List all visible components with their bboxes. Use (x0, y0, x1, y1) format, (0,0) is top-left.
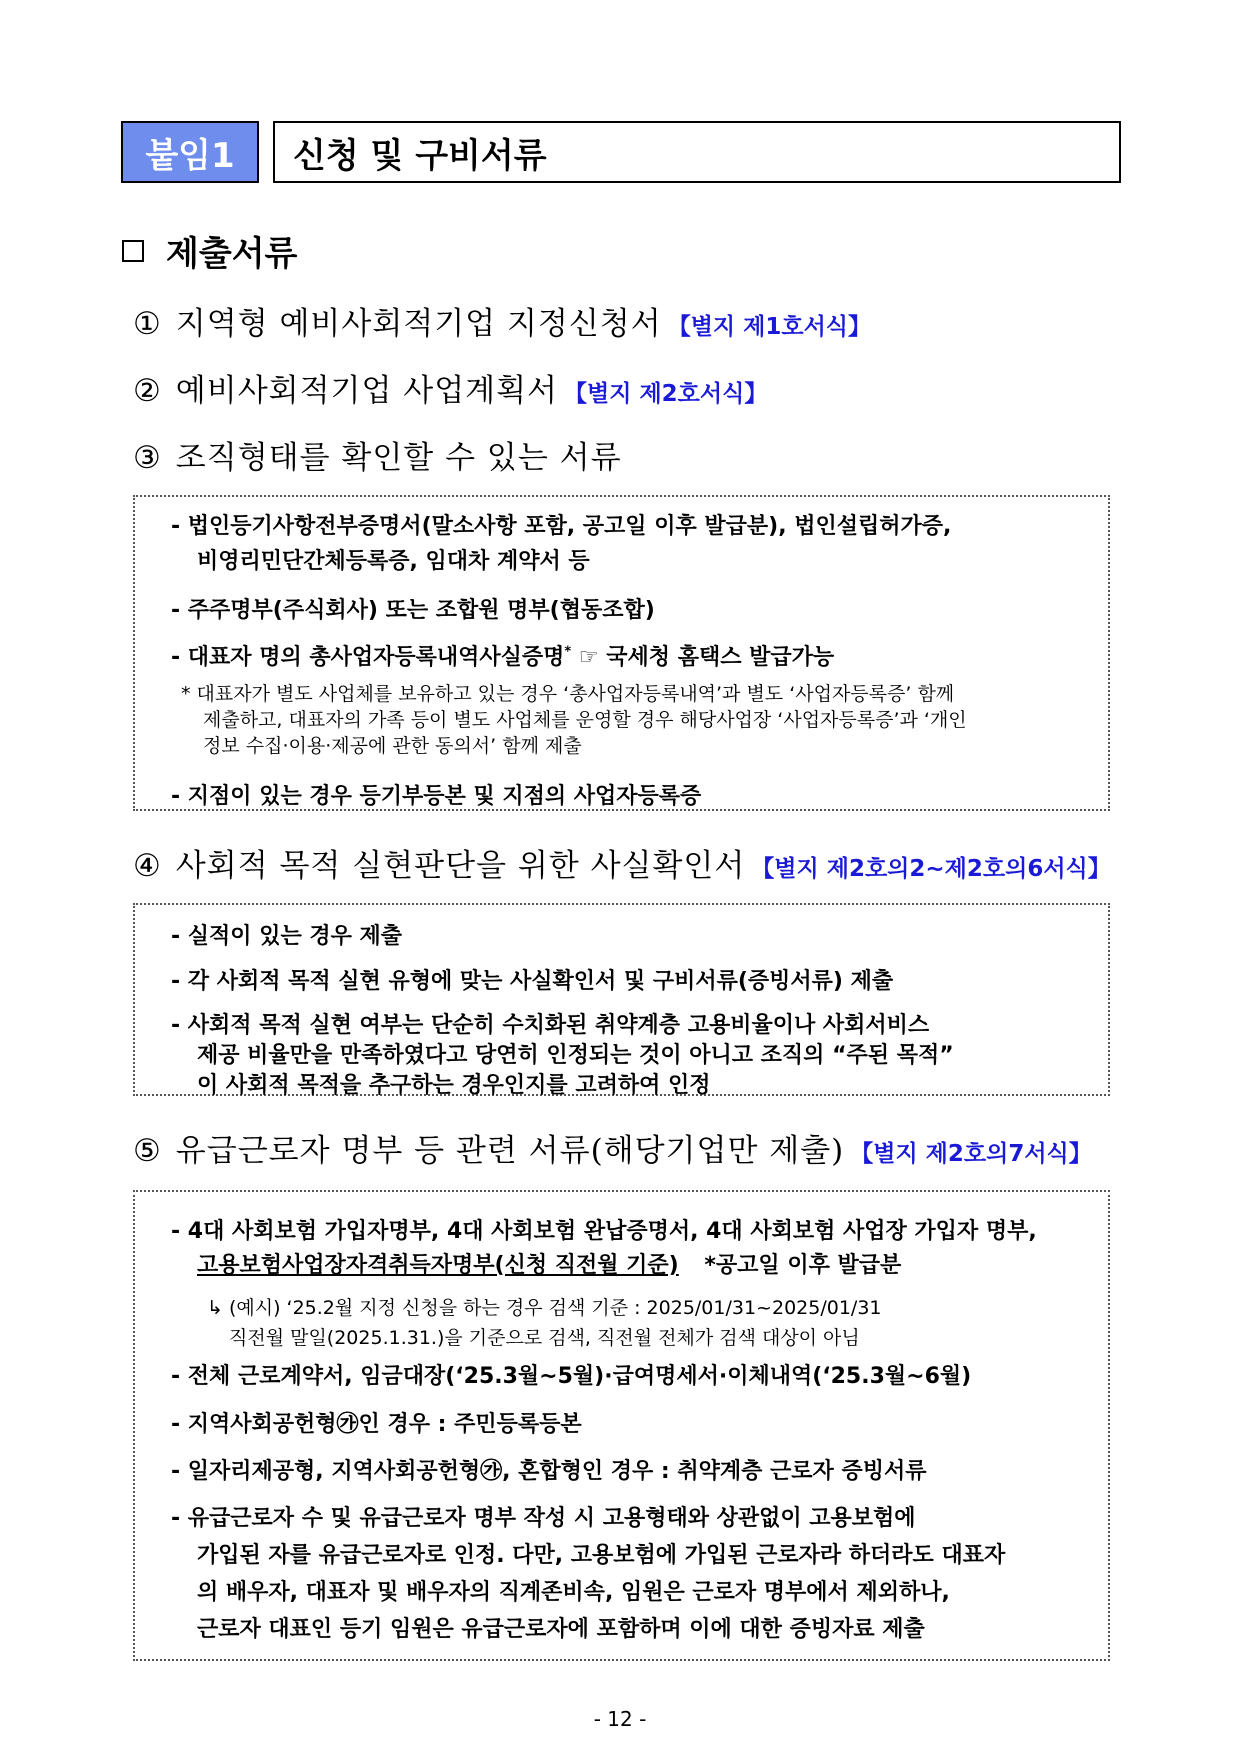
footnote-marker: * (564, 644, 572, 660)
bullet-text: 비영리민단간체등록증, 임대차 계약서 등 (197, 549, 590, 574)
list-item-1 (133, 298, 871, 343)
bullet-text: - 일자리제공형, 지역사회공헌형㉮, 혼합형인 경우 : 취약계층 근로자 증빙서류 (171, 1459, 927, 1484)
list-item-5 (133, 1125, 1092, 1170)
social-purpose-box (133, 903, 1110, 1096)
item-number: ③ (133, 440, 162, 476)
bullet-text: - 유급근로자 수 및 유급근로자 명부 작성 시 고용형태와 상관없이 고용보험에 (171, 1506, 916, 1531)
bullet-text: - 지역사회공헌형㉮인 경우 : 주민등록등본 (171, 1412, 582, 1437)
page-title (273, 121, 1121, 183)
item-text: 예비사회적기업 사업계획서 (175, 373, 559, 409)
bullet-text: - 사회적 목적 실현 여부는 단순히 수치화된 취약계층 고용비율이나 사회서비스 (171, 1013, 930, 1038)
bullet-text: 근로자 대표인 등기 임원은 유급근로자에 포함하며 이에 대한 증빙자료 제출 (197, 1617, 925, 1642)
bullet-text: - 4대 사회보험 가입자명부, 4대 사회보험 완납증명서, 4대 사회보험 사업장 가입자 명부, (171, 1219, 1037, 1244)
bullet-text: - 주주명부(주식회사) 또는 조합원 명부(협동조합) (171, 598, 655, 623)
item-number: ④ (133, 848, 162, 884)
item-number: ① (133, 306, 162, 342)
bullet-text: 의 배우자, 대표자 및 배우자의 직계존비속, 임원은 근로자 명부에서 제외하나, (197, 1580, 950, 1605)
bullet-text-main: - 대표자 명의 총사업자등록내역사실증명 (171, 645, 565, 670)
bullet-text-tail: *공고일 이후 발급분 (704, 1253, 902, 1278)
section-title: 제출서류 (166, 234, 298, 274)
underlined-text: 고용보험사업장자격취득자명부(신청 직전월 기준) (197, 1253, 679, 1278)
bullet-text: - 법인등기사항전부증명서(말소사항 포함, 공고일 이후 발급분), 법인설립허가증, (171, 514, 952, 539)
footnote-text: 정보 수집·이용·제공에 관한 동의서’ 함께 제출 (203, 735, 582, 757)
item-text: 지역형 예비사회적기업 지정신청서 (175, 306, 662, 342)
section-heading (122, 226, 297, 275)
form-reference: 【별지 제2호의2~제2호의6서식】 (751, 856, 1111, 882)
bullet-text (171, 640, 834, 671)
footnote-text: * 대표자가 별도 사업체를 보유하고 있는 경우 ‘총사업자등록내역’과 별도 ‘사업자등록증’ 함께 (181, 683, 955, 705)
form-reference: 【별지 제2호의7서식】 (850, 1141, 1092, 1167)
list-item-4 (133, 840, 1111, 885)
attachment-tag (121, 121, 259, 183)
bullet-text-tail: ☞ 국세청 홈택스 발급가능 (578, 645, 835, 670)
bullet-text: 이 사회적 목적을 추구하는 경우인지를 고려하여 인정 (197, 1073, 711, 1098)
item-text: 사회적 목적 실현판단을 위한 사실확인서 (175, 848, 746, 884)
footnote-text: 제출하고, 대표자의 가족 등이 별도 사업체를 운영할 경우 해당사업장 ‘사업자등록증’과 ‘개인 (203, 709, 967, 731)
attachment-tag-label: 붙임1 (145, 135, 235, 176)
bullet-text (197, 1248, 901, 1279)
page-number: - 12 - (593, 1707, 647, 1731)
item-text: 조직형태를 확인할 수 있는 서류 (175, 440, 622, 476)
item-number: ② (133, 373, 162, 409)
item-text: 유급근로자 명부 등 관련 서류(해당기업만 제출) (175, 1133, 845, 1169)
bullet-text: - 지점이 있는 경우 등기부등본 및 지점의 사업자등록증 (171, 784, 702, 809)
list-item-3 (133, 432, 622, 477)
form-reference: 【별지 제2호서식】 (564, 381, 768, 407)
page-title-text: 신청 및 구비서류 (293, 135, 547, 176)
bullet-text: - 각 사회적 목적 실현 유형에 맞는 사실확인서 및 구비서류(증빙서류) 제출 (171, 969, 894, 994)
paid-workers-box (133, 1190, 1110, 1661)
item-number: ⑤ (133, 1133, 162, 1169)
example-text: ↳ (예시) ‘25.2월 지정 신청을 하는 경우 검색 기준 : 2025/01/31~2025/01/31 (207, 1297, 882, 1319)
example-text: 직전월 말일(2025.1.31.)을 기준으로 검색, 직전월 전체가 검색 대상이 아님 (229, 1327, 860, 1349)
bullet-text: - 실적이 있는 경우 제출 (171, 924, 403, 949)
bullet-text: - 전체 근로계약서, 임금대장(‘25.3월~5월)·급여명세서·이체내역(‘25.3월~6월) (171, 1364, 972, 1389)
form-reference: 【별지 제1호서식】 (667, 314, 872, 340)
checkbox-square-icon (122, 240, 144, 262)
bullet-text: 가입된 자를 유급근로자로 인정. 다만, 고용보험에 가입된 근로자라 하더라도 대표자 (197, 1543, 1006, 1568)
list-item-2 (133, 365, 767, 410)
bullet-text: 제공 비율만을 만족하였다고 당연히 인정되는 것이 아니고 조직의 “주된 목적” (197, 1043, 954, 1068)
organization-docs-box (133, 495, 1110, 811)
